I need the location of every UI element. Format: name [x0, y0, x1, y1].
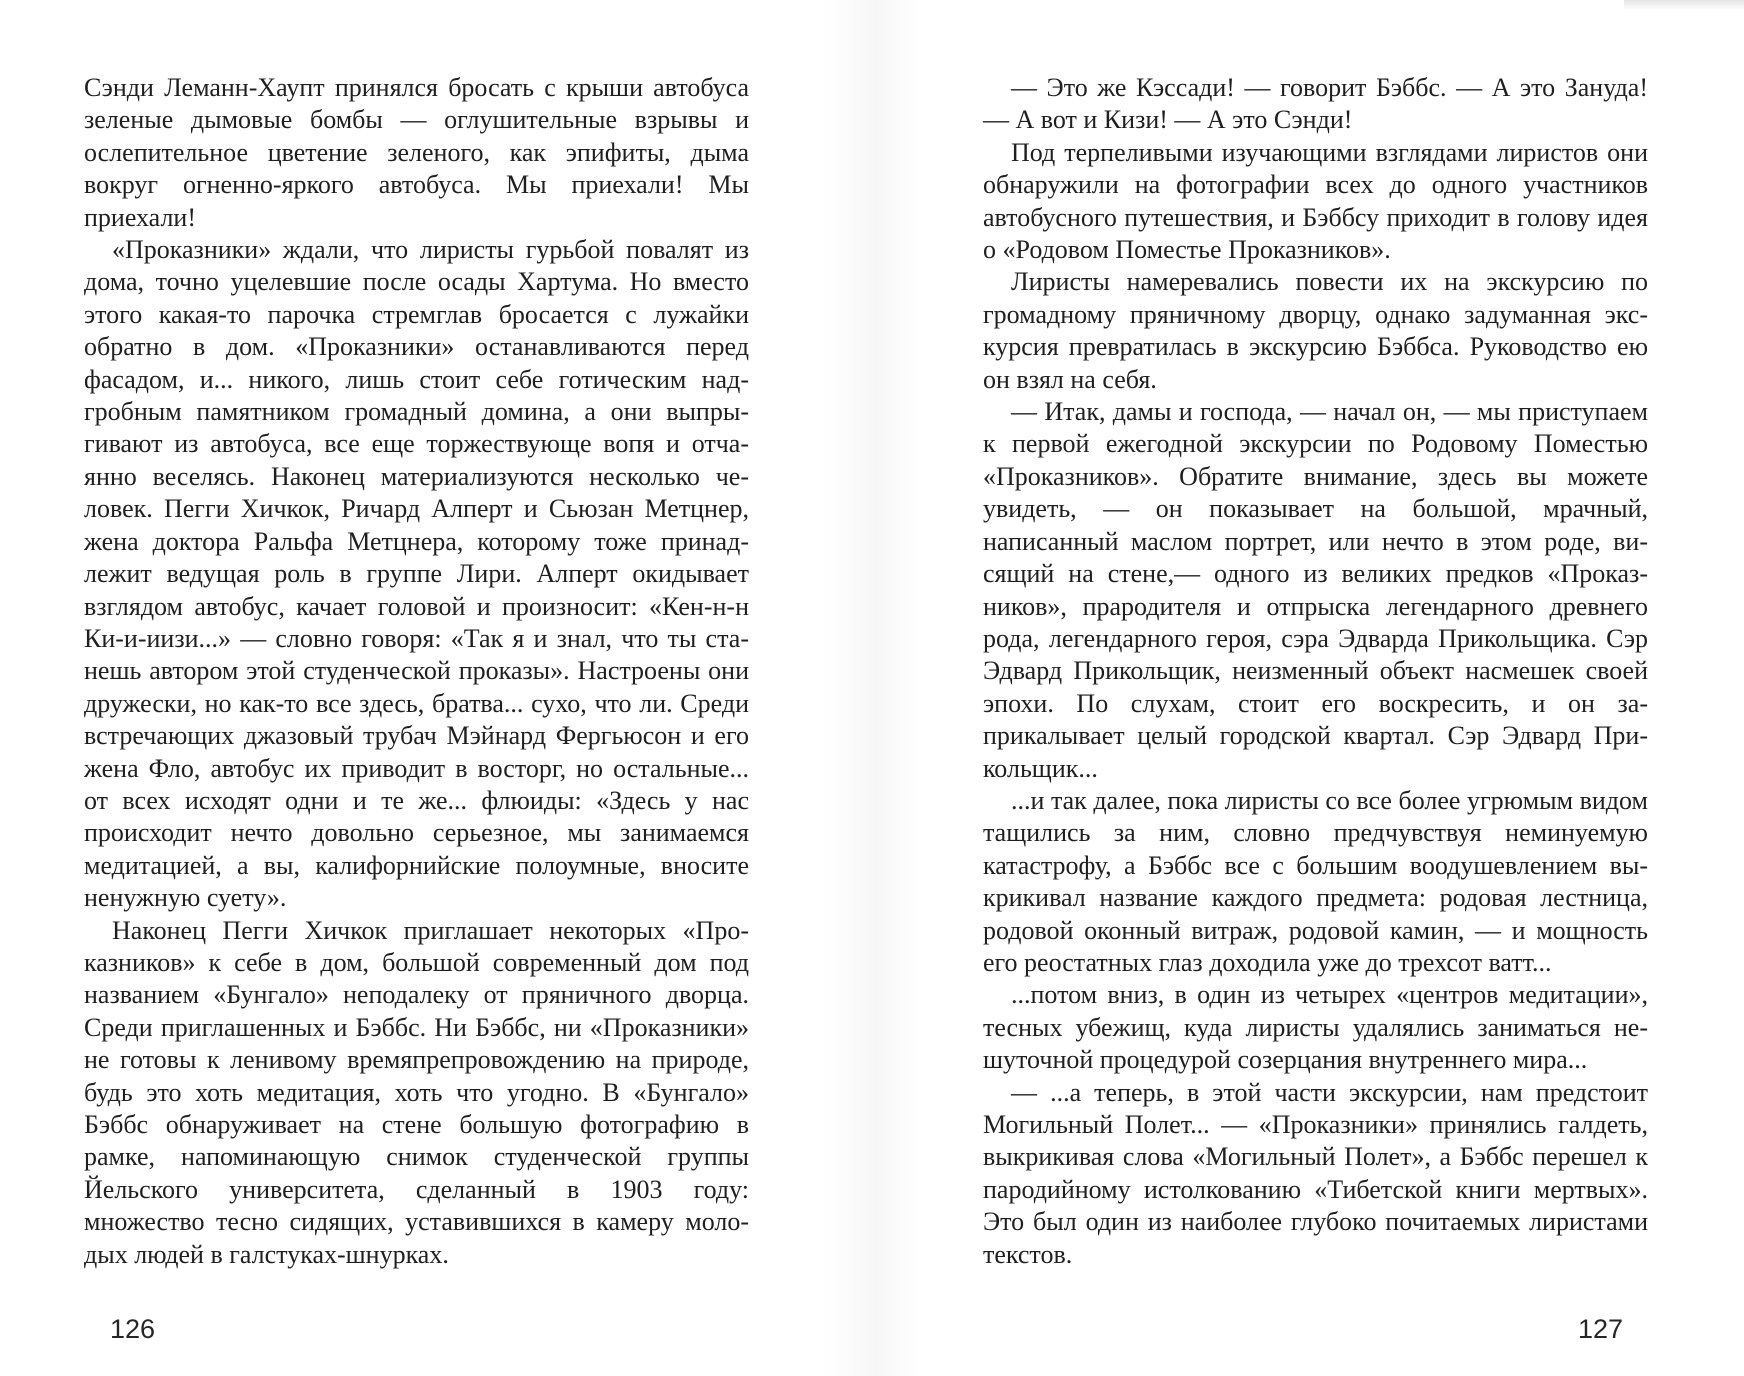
page-number-left: 126 [110, 1314, 156, 1344]
paragraph: — Это же Кэссади! — говорит Бэббс. — А это Зануда! — А вот и Кизи! — А это Сэнди! [983, 73, 1648, 135]
page-number-right: 127 [1578, 1314, 1624, 1344]
paragraph: «Проказники» ждали, что лиристы гурьбой повалят из дома, точно уцелевшие после осады Хартума. Но вместо этого какая-то парочка стремглав бросается с лужайки обратно в дом. «Проказники» останавливаются перед фасадом, и... никого, лишь стоит себе готическим надгробным памятником громадный домина, а они выпрыгивают из автобуса, все еще торжествующе вопя и отчаянно веселясь. Наконец материализуются несколько человек. Пегги Хичкок, Ричард Алперт и Сьюзан Метцнер, жена доктора Ральфа Метцнера, которому тоже принадлежит ведущая роль в группе Лири. Алперт окидывает взглядом автобус, качает головой и произносит: «Кен-н-н Ки-и-иизи...» — словно говоря: «Так я и знал, что ты станешь автором этой студенческой проказы». Настроены они дружески, но как-то все здесь, братва... сухо, что ли. Среди встречающих джазовый трубач Мэйнард Фергьюсон и его жена Фло, автобус их приводит в восторг, но остальные... от всех исходят одни и те же... флюиды: «Здесь у нас происходит нечто довольно серьезное, мы занимаемся медитацией, а вы, калифорнийские полоумные, вносите ненужную суету». [84, 235, 749, 913]
paragraph: Под терпеливыми изучающими взглядами лиристов они обнаружили на фотографии всех до одного участников автобусного путешествия, и Бэббсу приходит в голову идея о «Родовом Поместье Проказников». [983, 137, 1648, 265]
paragraph: Наконец Пегги Хичкок приглашает некоторых «Проказников» к себе в дом, большой современный дом под названием «Бунгало» неподалеку от пряничного дворца. Среди приглашенных и Бэббс. Ни Бэббс, ни «Проказники» не готовы к ленивому времяпрепровождению на природе, будь это хоть медитация, хоть что угодно. В «Бунгало» Бэббс обнаруживает на стене большую фотографию в рамке, напоминающую снимок студенческой группы Йельского университета, сделанный в 1903 году: множество тесно сидящих, уставившихся в камеру молодых людей в галстуках-шнурках. [84, 915, 749, 1269]
left-page [84, 72, 749, 1271]
paragraph: Лиристы намеревались повести их на экскурсию по громадному пряничному дворцу, однако задуманная экскурсия превратилась в экскурсию Бэббса. Руководство ею он взял на себя. [983, 267, 1648, 394]
left-page-text [84, 72, 749, 1271]
right-page [983, 72, 1648, 1271]
paragraph: Сэнди Леманн-Хаупт принялся бросать с крыши автобуса зеленые дымовые бомбы — оглушительные взрывы и ослепительное цветение зеленого, как эпифиты, дыма вокруг огненно-яркого автобуса. Мы приехали! Мы приехали! [84, 73, 749, 232]
paragraph: ...и так далее, пока лиристы со все более угрюмым видом тащились за ним, словно предчувствуя неминуемую катастрофу, а Бэббс все с большим воодушевлением выкрикивал название каждого предмета: родовая лестница, родовой оконный витраж, родовой камин, — и мощность его реостатных глаз доходила уже до трехсот ватт... [983, 785, 1648, 977]
book-gutter [820, 0, 920, 1376]
paragraph: — ...а теперь, в этой части экскурсии, нам предстоит Могильный Полет... — «Проказники» принялись галдеть, выкрикивая слова «Могильный Полет», а Бэббс перешел к пародийному истолкованию «Тибетской книги мертвых». Это был один из наиболее глубоко почитаемых лиристами текстов. [983, 1077, 1648, 1269]
right-page-text [983, 72, 1648, 1271]
paragraph: — Итак, дамы и господа, — начал он, — мы приступаем к первой ежегодной экскурсии по Родовому Поместью «Проказников». Обратите внимание, здесь вы можете увидеть, — он показывает на большой, мрачный, написанный маслом портрет, или нечто в этом роде, висящий на стене,— одного из великих предков «Проказников», прародителя и отпрыска легендарного древнего рода, легендарного героя, сэра Эдварда Прикольщика. Сэр Эдвард Прикольщик, неизменный объект насмешек своей эпохи. По слухам, стоит его воскресить, и он заприкалывает целый городской квартал. Сэр Эдвард Прикольщик... [983, 397, 1648, 783]
paragraph: ...потом вниз, в один из четырех «центров медитации», тесных убежищ, куда лиристы удалялись заниматься нешуточной процедурой созерцания внутреннего мира... [983, 980, 1648, 1075]
scan-edge-shadow [1624, 0, 1744, 10]
